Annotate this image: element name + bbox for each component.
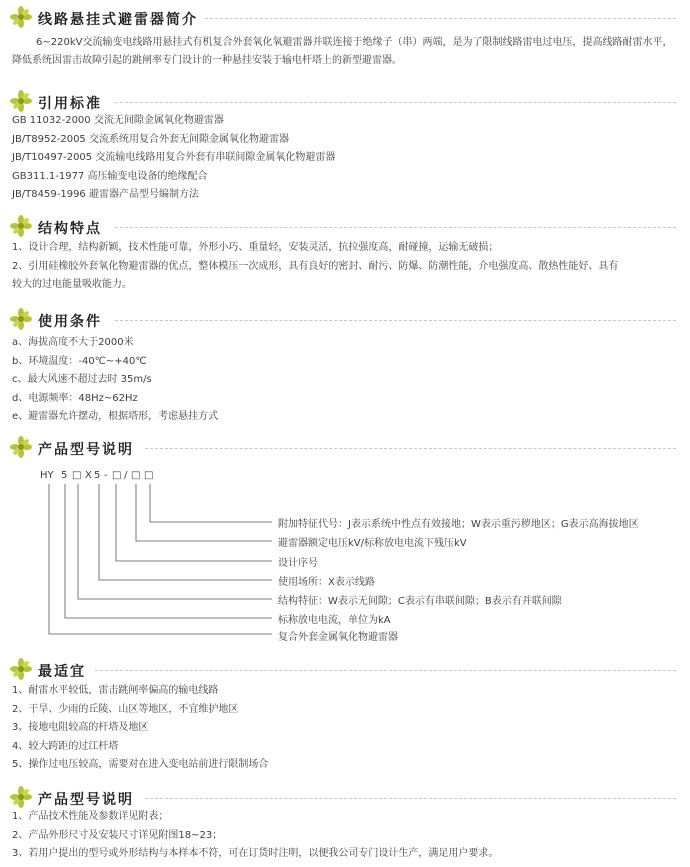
condition-item: b、环境温度：-40℃~+40℃ (12, 355, 147, 367)
section-rule (205, 18, 676, 19)
code-part: □ (144, 470, 154, 481)
standard-item: JB/T8952-2005 交流系统用复合外套无间隙金属氧化物避雷器 (12, 133, 289, 145)
flower-icon (10, 658, 32, 680)
section-rule (115, 102, 676, 103)
note-item: 1、产品技术性能及参数详见附表； (12, 811, 169, 822)
flower-icon (10, 90, 32, 112)
intro-paragraph: 6~220kV交流输变电线路用悬挂式有机复合外套氧化氧避雷器并联连接于绝缘子（串）两端，是为了限制线路雷电过电压，提高线路耐雷水平，降低系统因雷击故障引起的跳闸率专门设计的一种悬挂安装于输电杆塔上的新型避雷器。 (12, 37, 673, 66)
section-title: 结构特点 (38, 221, 102, 237)
model-diagram (0, 470, 690, 643)
feature-item: 1、设计合理，结构新颖，技术性能可靠，外形小巧、重量轻，安装灵活，抗拉强度高，耐碰撞，运输无破损； (12, 242, 499, 253)
flower-icon (10, 215, 32, 237)
model-label: 标称放电电流，单位为kA (278, 615, 391, 626)
section-title: 使用条件 (38, 314, 102, 330)
section-title: 线路悬挂式避雷器简介 (38, 12, 198, 28)
model-label: 使用场所：X表示线路 (278, 577, 375, 588)
condition-item: c、最大风速不超过去时 35m/s (12, 374, 152, 385)
code-part: □ (131, 470, 141, 481)
code-part: □ (72, 470, 82, 481)
section-suitable (0, 658, 690, 770)
condition-item: e、避雷器允许摆动，根据塔形，考虑悬挂方式 (12, 411, 219, 422)
section-rule (95, 670, 676, 671)
code-part: 5 (94, 470, 101, 481)
model-label: 避雷器额定电压kV/标称放电电流下残压kV (278, 538, 467, 549)
standard-item: JB/T10497-2005 交流输电线路用复合外套有串联间隙金属氧化物避雷器 (12, 152, 336, 163)
code-part: 5 (61, 470, 68, 481)
standard-item: JB/T8459-1996 避雷器产品型号编制方法 (12, 189, 199, 200)
section-rule (145, 798, 676, 799)
suitable-item: 4、较大跨距的过江杆塔 (12, 740, 119, 752)
code-part: □ (112, 470, 122, 481)
standard-item: GB 11032-2000 交流无间隙金属氧化物避雷器 (12, 115, 224, 126)
section-model (0, 436, 690, 643)
flower-icon (10, 308, 32, 330)
model-label: 附加特征代号：J表示系统中性点有效接地；W表示重污秽地区；G表示高海拔地区 (278, 519, 639, 530)
model-label: 结构特征：W表示无间隙；C表示有串联间隙；B表示有并联间隙 (278, 596, 562, 607)
feature-item: 较大的过电能量吸收能力。 (12, 279, 132, 290)
condition-item: d、电源频率：48Hz~62Hz (12, 392, 138, 404)
code-part: - (104, 470, 108, 481)
section-model-notes (0, 786, 690, 859)
suitable-item: 2、干旱、少雨的丘陵、山区等地区，不宜维护地区 (12, 703, 239, 715)
section-standards (0, 90, 690, 200)
section-title: 最适宜 (38, 664, 86, 680)
section-title: 产品型号说明 (38, 442, 134, 458)
model-label: 复合外套金属氧化物避雷器 (278, 632, 398, 643)
section-conditions (0, 308, 690, 422)
flower-icon (10, 436, 32, 458)
code-part: HY (40, 470, 54, 481)
condition-item: a、海拔高度不大于2000米 (12, 337, 134, 348)
code-part: / (124, 470, 128, 481)
section-rule (115, 320, 676, 321)
feature-item: 2、引用硅橡胶外套氧化物避雷器的优点，整体模压一次成形，具有良好的密封、耐污、防爆、防潮性能，介电强度高、散热性能好、具有 (12, 260, 619, 272)
section-rule (115, 227, 676, 228)
suitable-item: 5、操作过电压较高，需要对在进入变电站前进行限制场合 (12, 759, 269, 770)
standard-item: GB311.1-1977 高压输变电设备的绝缘配合 (12, 170, 208, 182)
model-label: 设计序号 (278, 558, 318, 569)
section-title: 产品型号说明 (38, 792, 134, 808)
section-features (0, 215, 690, 290)
code-part: X (85, 470, 92, 481)
note-item: 2、产品外形尺寸及安装尺寸详见附图18~23； (12, 829, 223, 841)
flower-icon (10, 6, 32, 28)
suitable-item: 3、接地电阻较高的杆塔及地区 (12, 722, 149, 733)
section-intro (0, 6, 690, 66)
suitable-item: 1、耐雷水平较低，雷击跳闸率偏高的输电线路 (12, 685, 219, 696)
section-rule (145, 448, 676, 449)
flower-icon (10, 786, 32, 808)
section-title: 引用标准 (38, 96, 102, 112)
note-item: 3、若用户提出的型号或外形结构与本样本不符，可在订货时注明，以便我公司专门设计生产，满足用户要求。 (12, 848, 499, 859)
